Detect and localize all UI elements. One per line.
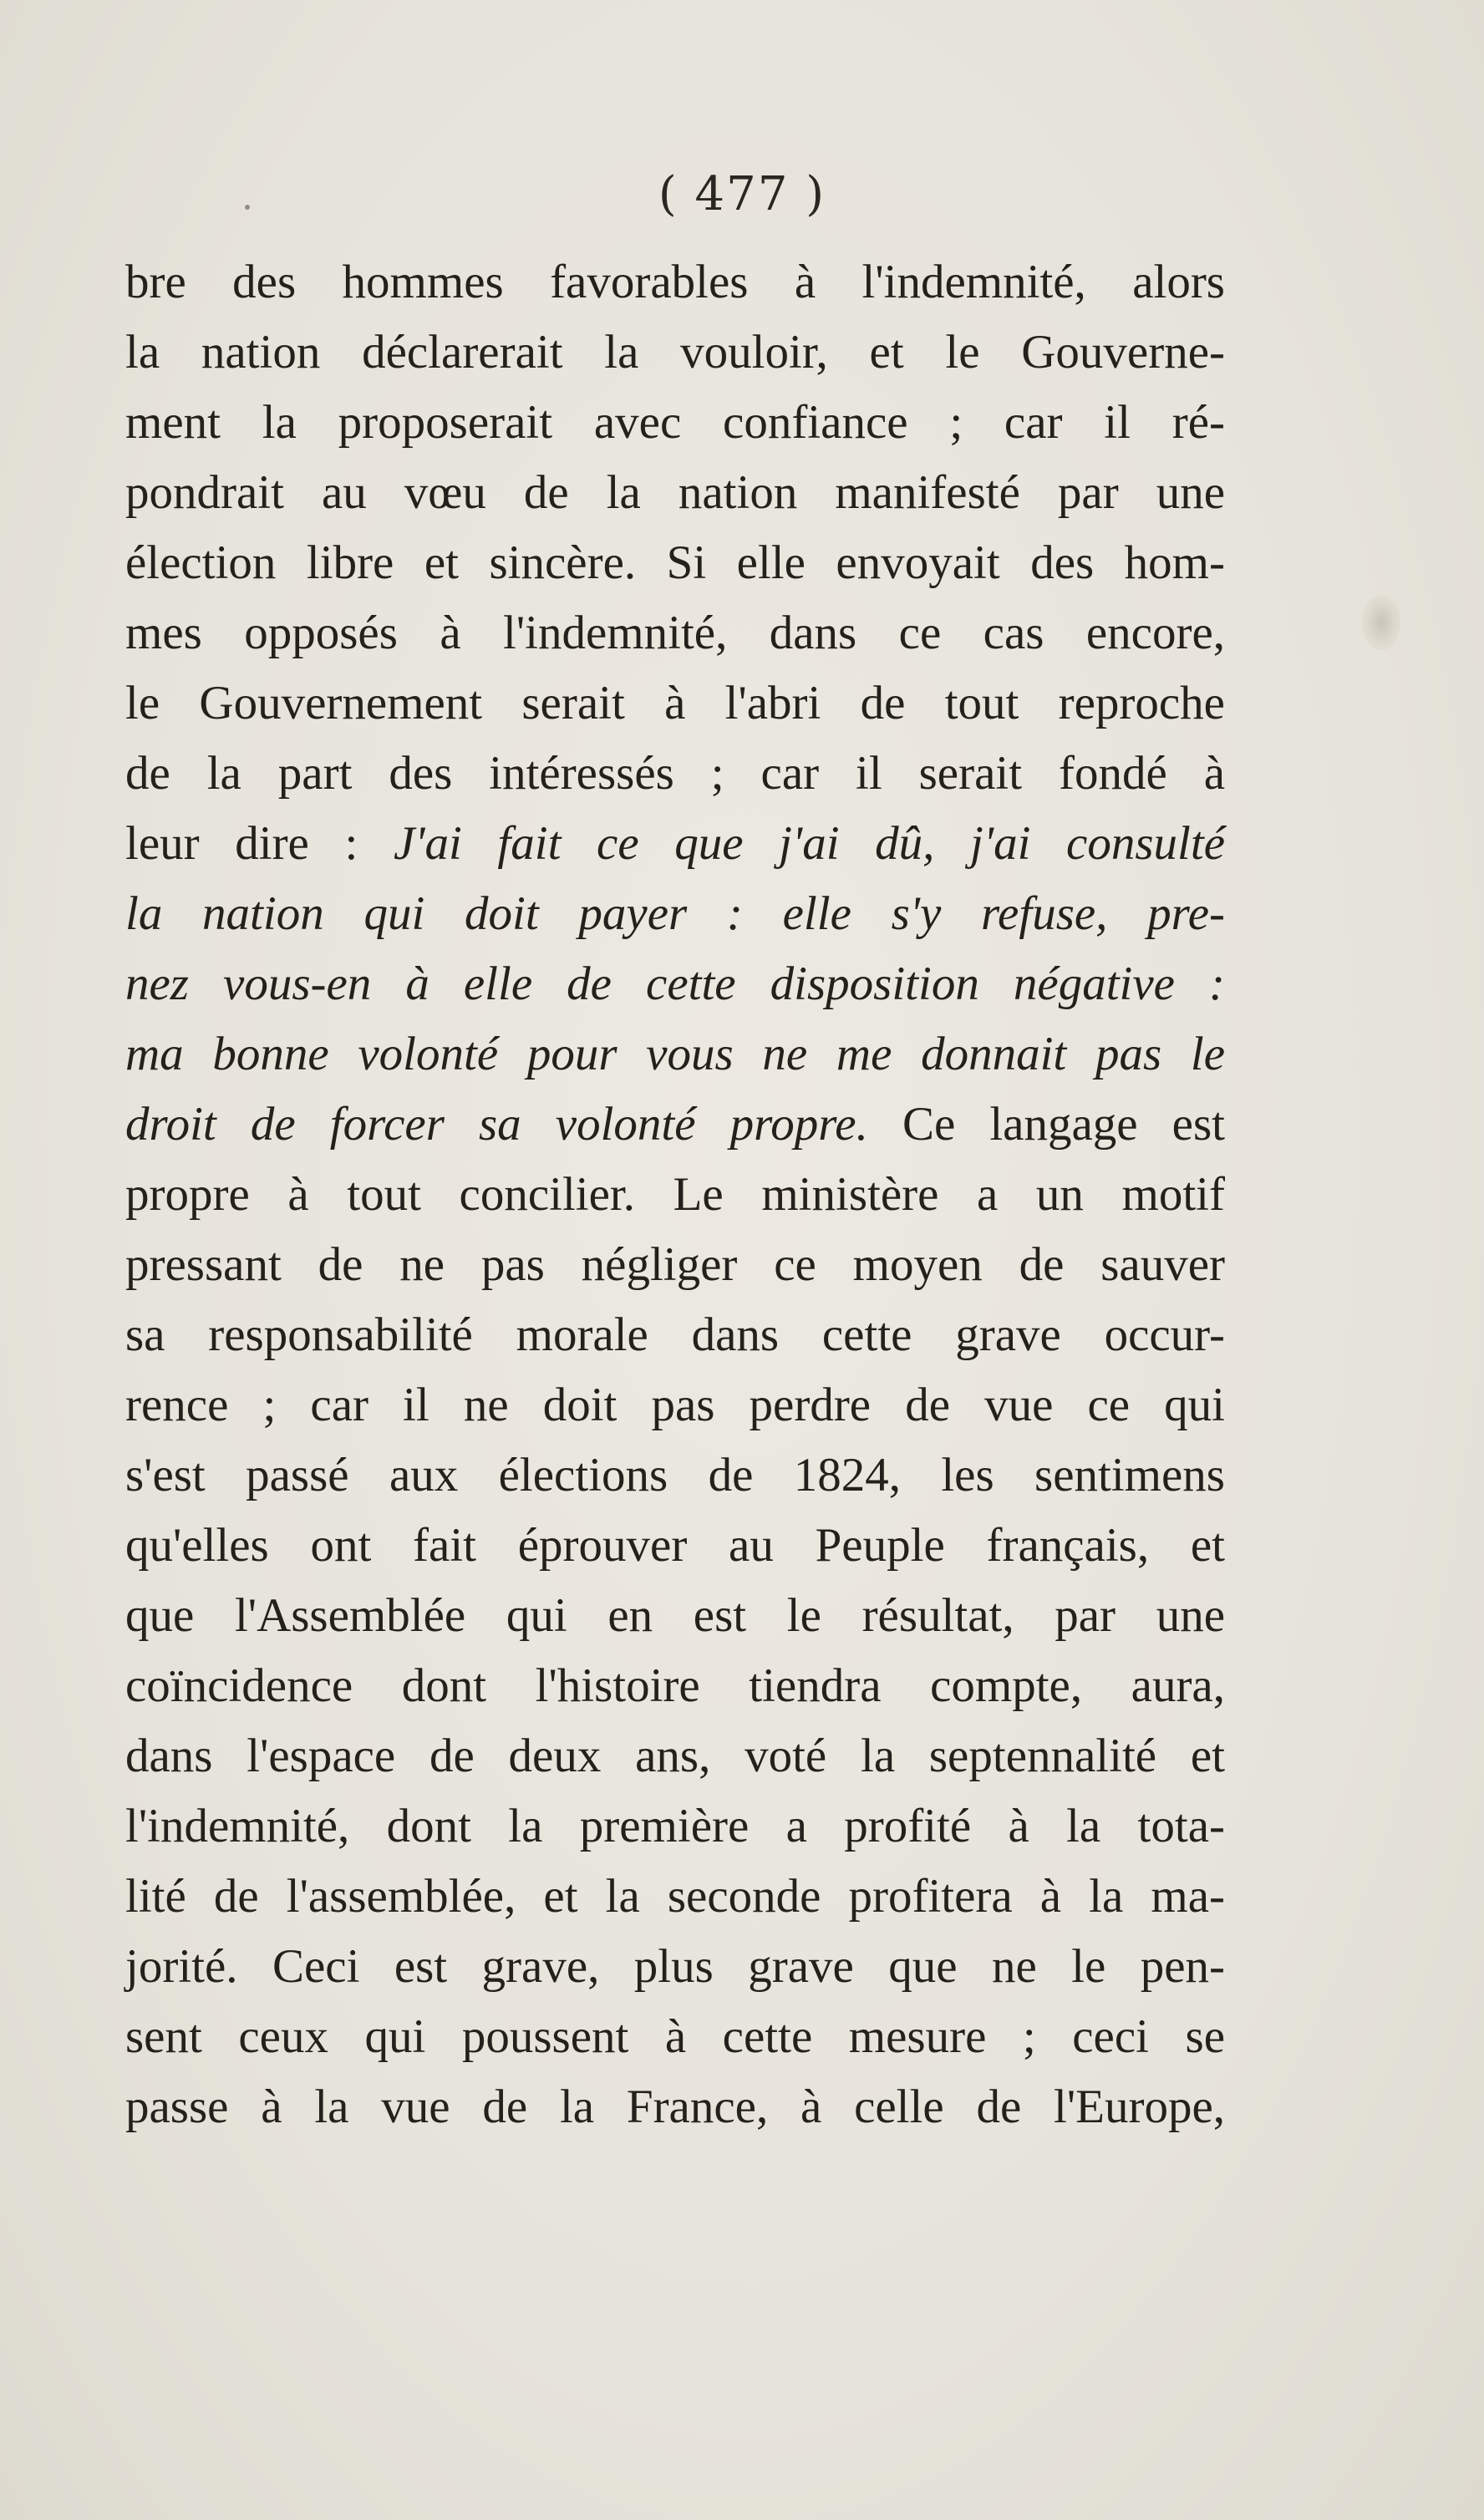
text-line: s'est passé aux élections de 1824, les sentimens bbox=[125, 1449, 1225, 1501]
text-line: jorité. Ceci est grave, plus grave que ne le pen- bbox=[125, 1940, 1225, 1993]
page-number: ( 477 ) bbox=[658, 167, 826, 221]
text-line: pondrait au vœu de la nation manifesté par une bbox=[125, 466, 1225, 519]
text-line: mes opposés à l'indemnité, dans ce cas encore, bbox=[125, 607, 1225, 659]
text-line: lité de l'assemblée, et la seconde profitera à la ma- bbox=[125, 1870, 1225, 1923]
text-line-italic: ma bonne volonté pour vous ne me donnait pas le bbox=[125, 1028, 1225, 1080]
text-line: qu'elles ont fait éprouver au Peuple français, et bbox=[125, 1519, 1225, 1572]
italic-quote: droit de forcer sa volonté propre. bbox=[125, 1098, 868, 1151]
text-line: sa responsabilité morale dans cette grave occur- bbox=[125, 1308, 1225, 1361]
text-line: ment la proposerait avec confiance ; car il ré- bbox=[125, 396, 1225, 449]
text-line: pressant de ne pas négliger ce moyen de sauver bbox=[125, 1238, 1225, 1291]
text-line: le Gouvernement serait à l'abri de tout reproche bbox=[125, 677, 1225, 729]
text-line: élection libre et sincère. Si elle envoyait des hom- bbox=[125, 536, 1225, 589]
text-line-italic: la nation qui doit payer : elle s'y refuse, pre- bbox=[125, 887, 1225, 940]
text-line: bre des hommes favorables à l'indemnité, alors bbox=[125, 256, 1225, 308]
text-line: que l'Assemblée qui en est le résultat, par une bbox=[125, 1589, 1225, 1642]
text-line: dans l'espace de deux ans, voté la septennalité et bbox=[125, 1730, 1225, 1782]
text-line: sent ceux qui poussent à cette mesure ; ceci se bbox=[125, 2010, 1225, 2063]
text-line: rence ; car il ne doit pas perdre de vue ce qui bbox=[125, 1379, 1225, 1431]
text-line: coïncidence dont l'histoire tiendra compte, aura, bbox=[125, 1659, 1225, 1712]
text-line-italic: nez vous-en à elle de cette disposition négative : bbox=[125, 958, 1225, 1010]
body-text bbox=[125, 247, 1225, 2142]
text-line: l'indemnité, dont la première a profité à la tota- bbox=[125, 1800, 1225, 1852]
text-line: leur dire : J'ai fait ce que j'ai dû, j'ai consulté bbox=[125, 817, 1225, 870]
text-line: droit de forcer sa volonté propre. Ce langage est bbox=[125, 1098, 1225, 1151]
text-line: la nation déclarerait la vouloir, et le Gouverne- bbox=[125, 326, 1225, 379]
italic-quote: J'ai fait ce que j'ai dû, j'ai consulté bbox=[393, 817, 1225, 870]
text-line: passe à la vue de la France, à celle de l'Europe, bbox=[125, 2081, 1225, 2133]
text-line: propre à tout concilier. Le ministère a un motif bbox=[125, 1168, 1225, 1221]
text-line: de la part des intéressés ; car il serait fondé à bbox=[125, 747, 1225, 800]
paper-stain bbox=[1362, 595, 1400, 650]
